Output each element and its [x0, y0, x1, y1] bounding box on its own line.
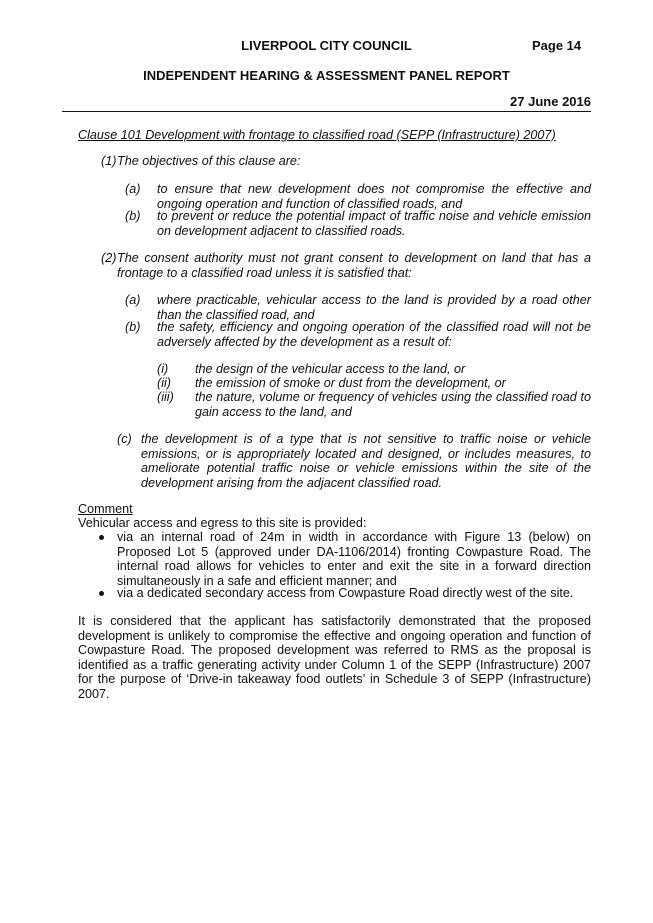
sub2-iii-text: the nature, volume or frequency of vehicles using the classified road to gain access to the land, and [195, 390, 591, 419]
comment-intro: Vehicular access and egress to this site is provided: [78, 516, 367, 530]
council-title: LIVERPOOL CITY COUNCIL [241, 38, 412, 53]
header-divider [62, 111, 591, 112]
sub2-ii-label: (ii) [157, 376, 171, 390]
sub2-i-label: (i) [157, 362, 169, 376]
report-date: 27 June 2016 [510, 94, 591, 109]
sub2-iii-label: (iii) [157, 390, 174, 404]
sub2-label: (2) [101, 251, 117, 265]
comment-conclusion: It is considered that the applicant has satisfactorily demonstrated that the proposed development is unlikely to compromise the effective and ongoing operation and function of Cowpasture Road. The proposed development was referred to RMS as the proposal is identified as a traffic generating activity under Column 1 of the SEPP (Infrastructure) 2007 for the purpose of ‘Drive-in takeaway food outlets’ in Schedule 3 of SEPP (Infrastructure) 2007. [78, 614, 591, 701]
sub2-text: The consent authority must not grant consent to development on land that has a frontage to a classified road unless it is satisfied that: [117, 251, 591, 280]
bullet-icon [99, 591, 104, 596]
report-title: INDEPENDENT HEARING & ASSESSMENT PANEL REPORT [143, 68, 510, 83]
sub1-text: The objectives of this clause are: [117, 154, 301, 168]
bullet-icon [99, 535, 104, 540]
sub1-b-text: to prevent or reduce the potential impact of traffic noise and vehicle emission on development adjacent to classified roads. [157, 209, 591, 238]
sub1-a-label: (a) [125, 182, 141, 196]
sub2-c-text: the development is of a type that is not sensitive to traffic noise or vehicle emissions, or is appropriately located and designed, or includes measures, to ameliorate potential traffic noise or vehicle emissions within the site of the development arising from the adjacent classified road. [141, 432, 591, 490]
sub2-a-text: where practicable, vehicular access to the land is provided by a road other than the classified road, and [157, 293, 591, 322]
comment-bullet-1: via an internal road of 24m in width in accordance with Figure 13 (below) on Proposed Lot 5 (approved under DA-1106/2014) fronting Cowpasture Road. The internal road allows for vehicles to enter and exit the site in a forward direction simultaneously in a safe and efficient manner; and [117, 530, 591, 588]
sub2-a-label: (a) [125, 293, 141, 307]
sub2-ii-text: the emission of smoke or dust from the development, or [195, 376, 506, 390]
sub2-b-text: the safety, efficiency and ongoing operation of the classified road will not be adversely affected by the development as a result of: [157, 320, 591, 349]
sub2-b-label: (b) [125, 320, 141, 334]
sub2-i-text: the design of the vehicular access to the land, or [195, 362, 466, 376]
sub1-a-text: to ensure that new development does not compromise the effective and ongoing operation and function of classified roads, and [157, 182, 591, 211]
sub2-c-label: (c) [117, 432, 132, 446]
sub1-label: (1) [101, 154, 117, 168]
sub1-b-label: (b) [125, 209, 141, 223]
comment-bullet-2: via a dedicated secondary access from Cowpasture Road directly west of the site. [117, 586, 574, 600]
clause-heading: Clause 101 Development with frontage to classified road (SEPP (Infrastructure) 2007) [78, 128, 556, 142]
comment-heading: Comment [78, 502, 133, 516]
page-number: Page 14 [532, 38, 582, 53]
